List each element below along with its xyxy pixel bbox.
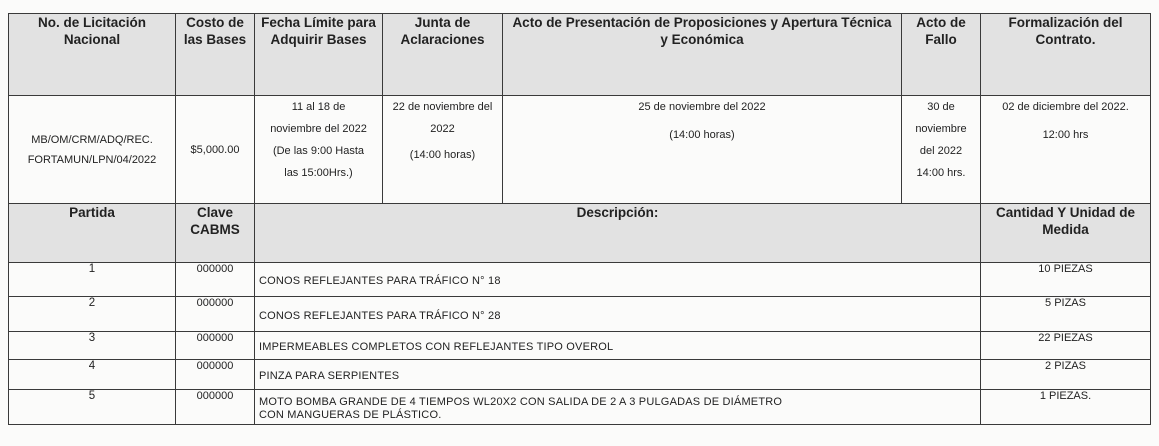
cantidad-cell: 5 PIZAS [981,297,1151,332]
table-row [9,360,1151,390]
descripcion-cell: CONOS REFLEJANTES PARA TRÁFICO N° 18 [255,263,981,297]
fallo-line-2: noviembre [915,123,967,135]
cantidad-cell: 1 PIEZAS. [981,390,1151,425]
header-fecha-limite: Fecha Límite para Adquirir Bases [255,14,383,96]
descripcion-line-2: CON MANGUERAS DE PLÁSTICO. [259,409,442,421]
partida-cell: 4 [9,360,176,390]
cantidad-cell: 10 PIEZAS [981,263,1151,297]
fallo-line-4: 14:00 hrs. [916,167,966,179]
licitacion-table [8,13,1151,425]
licitacion-line-2: FORTAMUN/LPN/04/2022 [27,153,157,166]
header-formalizacion: Formalización del Contrato. [981,14,1151,96]
table-row [9,297,1151,332]
partida-cell: 5 [9,390,176,425]
cell-formalizacion [981,96,1151,204]
cell-acto-fallo [902,96,981,204]
header-descripcion: Descripción: [255,204,981,263]
cell-licitacion-number [9,96,176,204]
table-row [9,390,1151,425]
junta-line-1: 22 de noviembre del [392,101,493,113]
presentacion-line-1: 25 de noviembre del 2022 [638,101,766,113]
formalizacion-line-2: 12:00 hrs [1042,129,1089,141]
header-licitacion: No. de Licitación Nacional [9,14,176,96]
header-acto-presentacion: Acto de Presentación de Proposiciones y Apertura Técnica y Económica [503,14,902,96]
descripcion-line-1: MOTO BOMBA GRANDE DE 4 TIEMPOS WL20X2 CON SALIDA DE 2 A 3 PULGADAS DE DIÁMETRO [259,396,783,408]
descripcion-cell: IMPERMEABLES COMPLETOS CON REFLEJANTES TIPO OVEROL [255,332,981,360]
header-partida: Partida [9,204,176,263]
header-acto-fallo: Acto de Fallo [902,14,981,96]
descripcion-cell [255,390,981,425]
partida-cell: 2 [9,297,176,332]
table-row [9,332,1151,360]
fallo-line-3: del 2022 [919,145,963,157]
fecha-line-2: noviembre del 2022 [270,123,367,135]
header-costo: Costo de las Bases [176,14,255,96]
cantidad-cell: 22 PIEZAS [981,332,1151,360]
items-header-row [9,204,1151,263]
clave-cell: 000000 [176,297,255,332]
partida-cell: 3 [9,332,176,360]
junta-line-3: (14:00 horas) [409,149,476,161]
header-cantidad: Cantidad Y Unidad de Medida [981,204,1151,263]
licitacion-line-1: MB/OM/CRM/ADQ/REC. [31,133,153,146]
junta-line-2: 2022 [430,123,455,135]
info-row [9,96,1151,204]
partida-cell: 1 [9,263,176,297]
cell-acto-presentacion [503,96,902,204]
descripcion-cell: CONOS REFLEJANTES PARA TRÁFICO N° 28 [255,297,981,332]
cell-fecha-limite [255,96,383,204]
fecha-line-1: 11 al 18 de [291,101,346,113]
clave-cell: 000000 [176,263,255,297]
fecha-line-3: (De las 9:00 Hasta [272,145,365,157]
header-clave: Clave CABMS [176,204,255,263]
cell-costo: $5,000.00 [176,96,255,204]
fallo-line-1: 30 de [927,101,955,113]
formalizacion-line-1: 02 de diciembre del 2022. [1002,101,1129,113]
table-row [9,263,1151,297]
clave-cell: 000000 [176,390,255,425]
header-junta: Junta de Aclaraciones [383,14,503,96]
header-row [9,14,1151,96]
cantidad-cell: 2 PIZAS [981,360,1151,390]
clave-cell: 000000 [176,332,255,360]
clave-cell: 000000 [176,360,255,390]
presentacion-line-2: (14:00 horas) [669,129,735,141]
fecha-line-4: las 15:00Hrs.) [284,167,353,179]
cell-junta [383,96,503,204]
descripcion-cell: PINZA PARA SERPIENTES [255,360,981,390]
